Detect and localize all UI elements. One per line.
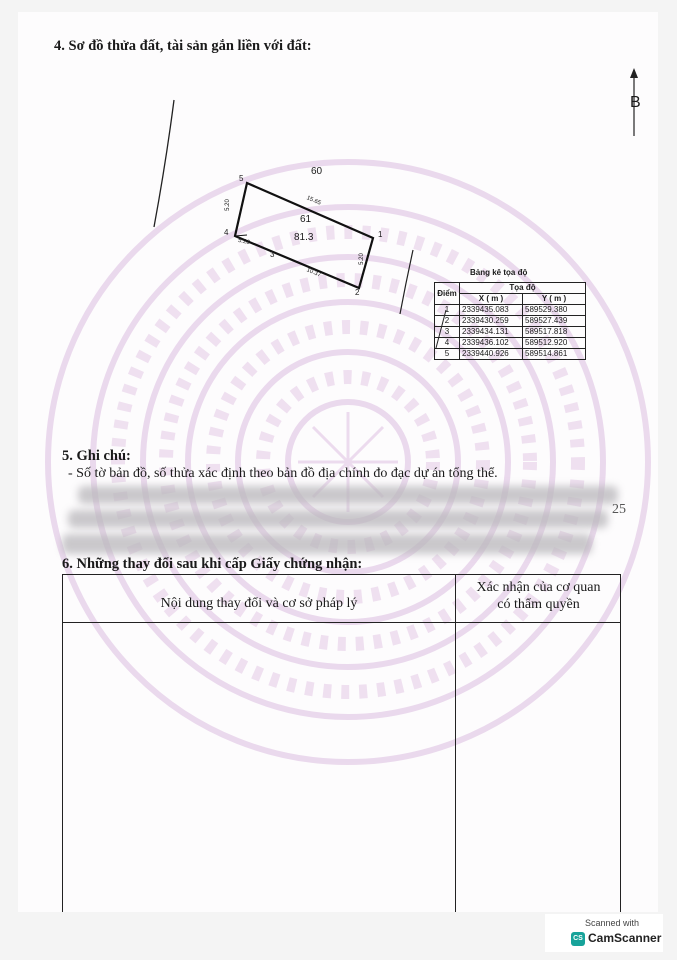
- changes-col1-header: Nội dung thay đổi và cơ sở pháp lý: [160, 596, 358, 611]
- table-row: [435, 327, 586, 338]
- coord-y: 589527.439: [523, 316, 586, 327]
- edge-label-3-2: 10.37: [305, 267, 322, 279]
- edge-label-2-1: 5.20: [358, 253, 365, 265]
- coord-table-title: Bảng kê tọa độ: [470, 268, 528, 277]
- coord-y: 589512.920: [523, 338, 586, 349]
- vertex-label-5: 5: [239, 174, 244, 183]
- coord-table: [434, 282, 586, 360]
- coord-x: 2339436.102: [460, 338, 523, 349]
- coord-x: 2339435.083: [460, 305, 523, 316]
- edge-label-5-1: 15.65: [305, 195, 322, 207]
- table-row: [435, 349, 586, 360]
- table-row: [435, 316, 586, 327]
- note-partial-text: 25: [612, 502, 626, 517]
- vertex-label-1: 1: [378, 230, 383, 239]
- camscanner-logo: [545, 914, 663, 952]
- coord-y: 589529.380: [523, 305, 586, 316]
- coord-header-y: Y ( m ): [523, 294, 586, 305]
- note-line-1: - Số tờ bản đồ, số thửa xác định theo bản đồ địa chính đo đạc dự án tổng thể.: [68, 466, 498, 481]
- column-divider: [455, 575, 456, 912]
- coord-y: 589517.818: [523, 327, 586, 338]
- section4-title: 4. Sơ đồ thửa đất, tài sản gắn liền với đất:: [54, 38, 312, 54]
- parcel-number-label: 61: [300, 214, 312, 225]
- vertex-label-2: 2: [355, 288, 360, 297]
- coord-x: 2339440.926: [460, 349, 523, 360]
- col2-header-line2: có thẩm quyền: [497, 597, 580, 612]
- changes-table: [62, 574, 621, 912]
- coord-header-x: X ( m ): [460, 294, 523, 305]
- redacted-line: [78, 486, 618, 504]
- certificate-page: [18, 12, 658, 912]
- redacted-line: [68, 510, 608, 528]
- scanned-with-text: Scanned with: [585, 918, 640, 928]
- vertex-label-3: 3: [270, 250, 275, 259]
- table-row: [435, 305, 586, 316]
- section5-title: 5. Ghi chú:: [62, 448, 131, 464]
- coord-header-group: Tọa độ: [460, 283, 586, 294]
- coord-point: 1: [435, 305, 460, 316]
- coord-point: 5: [435, 349, 460, 360]
- redacted-line: [62, 534, 592, 554]
- col2-header-line1: Xác nhận của cơ quan: [476, 580, 601, 595]
- edge-label-5-4: 5.20: [224, 199, 231, 211]
- coord-point: 2: [435, 316, 460, 327]
- section6-title: 6. Những thay đổi sau khi cấp Giấy chứng nhận:: [62, 556, 363, 572]
- camscanner-brand: CamScanner: [588, 931, 662, 945]
- table-row: [435, 338, 586, 349]
- coord-y: 589514.861: [523, 349, 586, 360]
- parcel-area-label: 81.3: [294, 232, 314, 243]
- edge-label-4-3: 5.28: [237, 237, 251, 247]
- coord-point: 4: [435, 338, 460, 349]
- coord-x: 2339434.131: [460, 327, 523, 338]
- header-divider: [63, 622, 620, 623]
- camscanner-badge-icon: CS: [571, 932, 585, 946]
- vertex-label-4: 4: [224, 228, 229, 237]
- coord-x: 2339430.259: [460, 316, 523, 327]
- coord-point: 3: [435, 327, 460, 338]
- coord-header-point: Điểm: [435, 283, 460, 305]
- neighbor-parcel-label: 60: [311, 166, 323, 177]
- changes-col2-header: [457, 579, 620, 613]
- north-label: B: [630, 94, 641, 111]
